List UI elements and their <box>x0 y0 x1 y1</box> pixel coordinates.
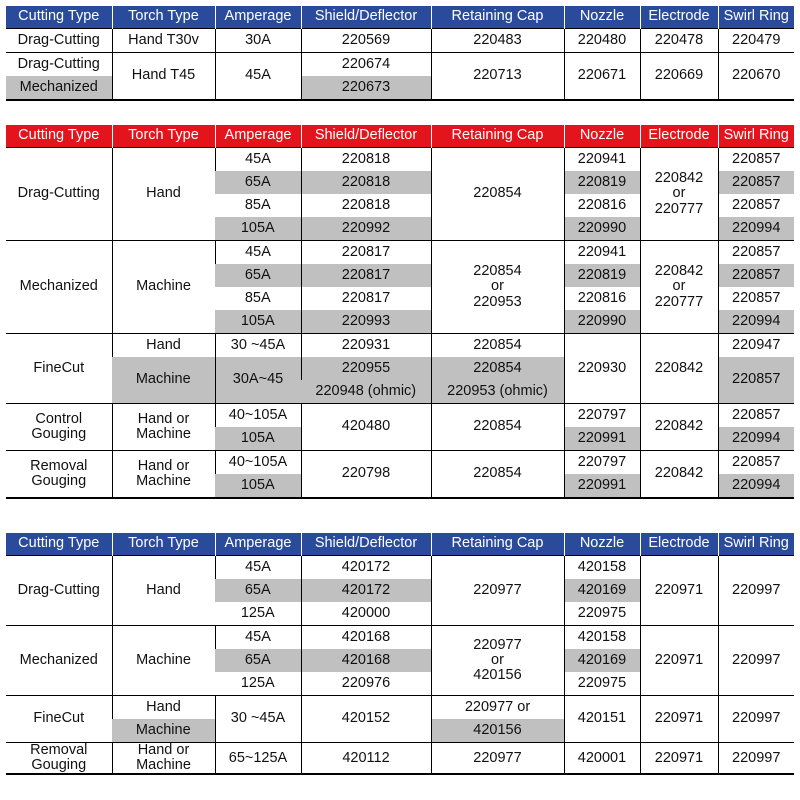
nozzle-part: 220797 <box>564 451 640 475</box>
amperage: 105A <box>215 474 301 498</box>
cutting-type-line: Removal <box>30 742 88 758</box>
parts-table-t30-t45 <box>6 6 794 101</box>
shield-part: 420152 <box>301 696 431 743</box>
cap-part <box>431 241 564 334</box>
nozzle-part: 220941 <box>564 241 640 265</box>
electrode-part: 220971 <box>640 556 718 626</box>
cutting-type: Drag-Cutting <box>6 556 112 626</box>
amperage: 30 ~45A <box>215 334 301 358</box>
shield-part: 420168 <box>301 649 431 672</box>
swirl-part: 220947 <box>718 334 794 358</box>
swirl-part: 220857 <box>718 404 794 428</box>
nozzle-part: 220975 <box>564 672 640 696</box>
amperage: 45A <box>215 148 301 172</box>
nozzle-part: 220671 <box>564 53 640 101</box>
electrode-option: 220777 <box>654 293 704 310</box>
table-row <box>6 334 794 358</box>
swirl-part: 220857 <box>718 357 794 404</box>
torch-type: Machine <box>112 626 215 696</box>
electrode-part: 220842 <box>640 404 718 451</box>
nozzle-part: 420151 <box>564 696 640 743</box>
or-label: or <box>672 185 686 202</box>
swirl-part: 220997 <box>718 743 794 775</box>
nozzle-part: 220975 <box>564 602 640 626</box>
shield-part: 420168 <box>301 626 431 650</box>
cap-part <box>431 626 564 696</box>
torch-type-line: Machine <box>136 426 191 442</box>
cap-part: 420156 <box>431 719 564 743</box>
cap-part: 220854 <box>431 404 564 451</box>
header-retaining-cap: Retaining Cap <box>431 125 564 148</box>
amperage: 125A <box>240 674 275 691</box>
nozzle-part: 220797 <box>564 404 640 428</box>
swirl-part: 220997 <box>718 626 794 696</box>
header-shield: Shield/Deflector <box>301 125 431 148</box>
nozzle-part: 220816 <box>564 194 640 217</box>
amperage: 45A <box>215 626 301 650</box>
electrode-part: 220478 <box>640 29 718 53</box>
amperage: 40~105A <box>215 404 301 428</box>
amperage: 105A <box>215 427 301 451</box>
header-nozzle: Nozzle <box>564 125 640 148</box>
shield-part: 220674 <box>301 53 431 77</box>
header-row <box>6 125 794 148</box>
torch-type-line: Hand or <box>137 457 190 474</box>
shield-part: 220992 <box>301 217 431 241</box>
shield-part: 420172 <box>301 579 431 602</box>
nozzle-part: 420158 <box>564 556 640 580</box>
torch-type: Hand <box>112 334 215 358</box>
torch-type: Hand <box>112 556 215 626</box>
header-swirl-ring: Swirl Ring <box>718 6 794 29</box>
nozzle-part: 420169 <box>564 579 640 602</box>
header-torch-type: Torch Type <box>112 533 215 556</box>
swirl-part: 220857 <box>718 171 794 194</box>
nozzle-part: 420158 <box>564 626 640 650</box>
cap-part: 220713 <box>431 53 564 101</box>
table-row <box>6 451 794 475</box>
nozzle-part: 220991 <box>564 474 640 498</box>
torch-type <box>112 743 215 775</box>
amperage: 105A <box>215 310 301 334</box>
amperage: 65~125A <box>215 743 301 775</box>
nozzle-part: 220990 <box>564 310 640 334</box>
header-shield: Shield/Deflector <box>301 6 431 29</box>
cap-part: 220977 <box>431 556 564 626</box>
cap-part: 220854 <box>431 451 564 499</box>
cutting-type: Drag-Cutting <box>6 29 112 53</box>
amperage: 65A <box>215 264 301 287</box>
header-cutting-type: Cutting Type <box>6 533 112 556</box>
header-amperage: Amperage <box>215 125 301 148</box>
header-electrode: Electrode <box>640 533 718 556</box>
electrode-option: 220842 <box>654 170 704 187</box>
amperage: 65A <box>215 649 301 672</box>
cap-option: 220977 <box>473 636 522 653</box>
swirl-part: 220479 <box>718 29 794 53</box>
nozzle-part: 420169 <box>564 649 640 672</box>
shield-part: 220955 <box>301 357 431 380</box>
nozzle-part: 220819 <box>564 264 640 287</box>
electrode-part <box>640 148 718 241</box>
swirl-part: 220670 <box>718 53 794 101</box>
nozzle-part: 420001 <box>564 743 640 775</box>
swirl-part: 220994 <box>718 474 794 498</box>
table-row <box>6 148 794 172</box>
nozzle-part: 220480 <box>564 29 640 53</box>
electrode-part: 220971 <box>640 696 718 743</box>
electrode-part: 220971 <box>640 626 718 696</box>
header-nozzle: Nozzle <box>564 6 640 29</box>
torch-type: Hand <box>112 148 215 241</box>
torch-type: Hand T30v <box>112 29 215 53</box>
cap-option: 220953 <box>473 293 522 310</box>
cap-part: 220953 (ohmic) <box>431 380 564 404</box>
table-row <box>6 53 794 77</box>
electrode-part: 220842 <box>640 451 718 499</box>
amperage: 45A <box>215 53 301 101</box>
swirl-part: 220857 <box>718 194 794 217</box>
shield-part: 220818 <box>301 194 431 217</box>
header-torch-type: Torch Type <box>112 125 215 148</box>
shield-part: 420000 <box>301 602 431 626</box>
cutting-type: Drag-Cutting <box>6 53 112 77</box>
cutting-type-line: Removal <box>30 457 88 474</box>
amperage: 45A <box>215 241 301 265</box>
swirl-part: 220857 <box>718 241 794 265</box>
shield-part: 220817 <box>301 287 431 310</box>
nozzle-part: 220991 <box>564 427 640 451</box>
cutting-type: FineCut <box>6 696 112 743</box>
electrode-part <box>640 241 718 334</box>
swirl-part: 220997 <box>718 556 794 626</box>
shield-part: 220948 (ohmic) <box>301 380 431 404</box>
header-row <box>6 6 794 29</box>
shield-part: 220818 <box>301 171 431 194</box>
amperage: 30A~45 <box>215 357 301 404</box>
swirl-part: 220857 <box>718 287 794 310</box>
cutting-type: Drag-Cutting <box>6 148 112 241</box>
cutting-type <box>6 743 112 775</box>
torch-type: Hand T45 <box>112 53 215 101</box>
cap-part: 220854 <box>431 148 564 241</box>
or-label: or <box>491 651 504 668</box>
table-row <box>6 29 794 53</box>
table-row <box>6 556 794 580</box>
header-row <box>6 533 794 556</box>
cutting-type-line: Gouging <box>31 426 87 442</box>
header-electrode: Electrode <box>640 6 718 29</box>
cap-part: 220977 or <box>431 696 564 720</box>
header-swirl-ring: Swirl Ring <box>718 125 794 148</box>
amperage: 125A <box>240 604 275 621</box>
or-label: or <box>672 278 686 295</box>
nozzle-part: 220941 <box>564 148 640 172</box>
cap-part: 220483 <box>431 29 564 53</box>
electrode-option: 220842 <box>654 263 704 280</box>
torch-type <box>112 451 215 499</box>
swirl-part: 220994 <box>718 217 794 241</box>
shield-part: 220817 <box>301 264 431 287</box>
header-retaining-cap: Retaining Cap <box>431 533 564 556</box>
cap-part: 220977 <box>431 743 564 775</box>
torch-type-line: Machine <box>136 757 191 774</box>
swirl-part: 220857 <box>718 148 794 172</box>
cutting-type <box>6 404 112 451</box>
header-torch-type: Torch Type <box>112 6 215 29</box>
shield-part: 220817 <box>301 241 431 265</box>
header-retaining-cap: Retaining Cap <box>431 6 564 29</box>
torch-type <box>112 404 215 451</box>
amperage: 65A <box>215 171 301 194</box>
cutting-type-line: Gouging <box>31 757 87 774</box>
amperage: 30 ~45A <box>215 696 301 743</box>
swirl-part: 220997 <box>718 696 794 743</box>
shield-part: 420172 <box>301 556 431 580</box>
nozzle-part: 220930 <box>564 334 640 404</box>
cap-option: 220854 <box>473 263 522 280</box>
shield-part: 220569 <box>301 29 431 53</box>
cutting-type: FineCut <box>6 334 112 404</box>
amperage: 105A <box>215 217 301 241</box>
parts-table-t45xp <box>6 125 794 499</box>
shield-part: 220818 <box>301 148 431 172</box>
cutting-type: Mechanized <box>6 76 112 100</box>
torch-type-line: Machine <box>136 473 191 489</box>
amperage: 85A <box>244 289 271 306</box>
parts-table-t65-t85 <box>6 533 794 775</box>
amperage: 85A <box>244 196 271 213</box>
shield-part: 420112 <box>301 743 431 775</box>
nozzle-part: 220990 <box>564 217 640 241</box>
electrode-option: 220777 <box>654 200 704 217</box>
table-row <box>6 626 794 650</box>
cutting-type: Mechanized <box>6 241 112 334</box>
nozzle-part: 220816 <box>564 287 640 310</box>
or-label: or <box>491 278 504 295</box>
amperage: 30A <box>215 29 301 53</box>
header-electrode: Electrode <box>640 125 718 148</box>
amperage: 40~105A <box>215 451 301 475</box>
shield-part: 220673 <box>301 76 431 100</box>
cutting-type-line: Control <box>35 410 83 427</box>
swirl-part: 220994 <box>718 310 794 334</box>
cap-part: 220854 <box>431 357 564 380</box>
cutting-type-line: Gouging <box>31 473 87 489</box>
torch-type: Hand <box>112 696 215 720</box>
header-shield: Shield/Deflector <box>301 533 431 556</box>
cutting-type: Mechanized <box>6 626 112 696</box>
table-row <box>6 241 794 265</box>
header-nozzle: Nozzle <box>564 533 640 556</box>
electrode-part: 220971 <box>640 743 718 775</box>
shield-part: 220798 <box>301 451 431 499</box>
swirl-part: 220994 <box>718 427 794 451</box>
shield-part: 220931 <box>301 334 431 358</box>
swirl-part: 220857 <box>718 451 794 475</box>
shield-part: 220976 <box>301 672 431 696</box>
header-cutting-type: Cutting Type <box>6 125 112 148</box>
nozzle-part: 220819 <box>564 171 640 194</box>
table-row <box>6 404 794 428</box>
torch-type: Machine <box>112 719 215 743</box>
header-amperage: Amperage <box>215 533 301 556</box>
electrode-part: 220842 <box>640 334 718 404</box>
header-cutting-type: Cutting Type <box>6 6 112 29</box>
shield-part: 220993 <box>301 310 431 334</box>
shield-part: 420480 <box>301 404 431 451</box>
electrode-part: 220669 <box>640 53 718 101</box>
swirl-part: 220857 <box>718 264 794 287</box>
torch-type-line: Hand or <box>137 410 190 427</box>
header-amperage: Amperage <box>215 6 301 29</box>
torch-type: Machine <box>112 357 215 404</box>
cap-part: 220854 <box>431 334 564 358</box>
header-swirl-ring: Swirl Ring <box>718 533 794 556</box>
cap-option: 420156 <box>473 667 522 684</box>
torch-type-line: Hand or <box>137 742 190 758</box>
amperage: 65A <box>215 579 301 602</box>
torch-type: Machine <box>112 241 215 334</box>
amperage: 45A <box>215 556 301 580</box>
cutting-type <box>6 451 112 499</box>
table-row <box>6 696 794 720</box>
